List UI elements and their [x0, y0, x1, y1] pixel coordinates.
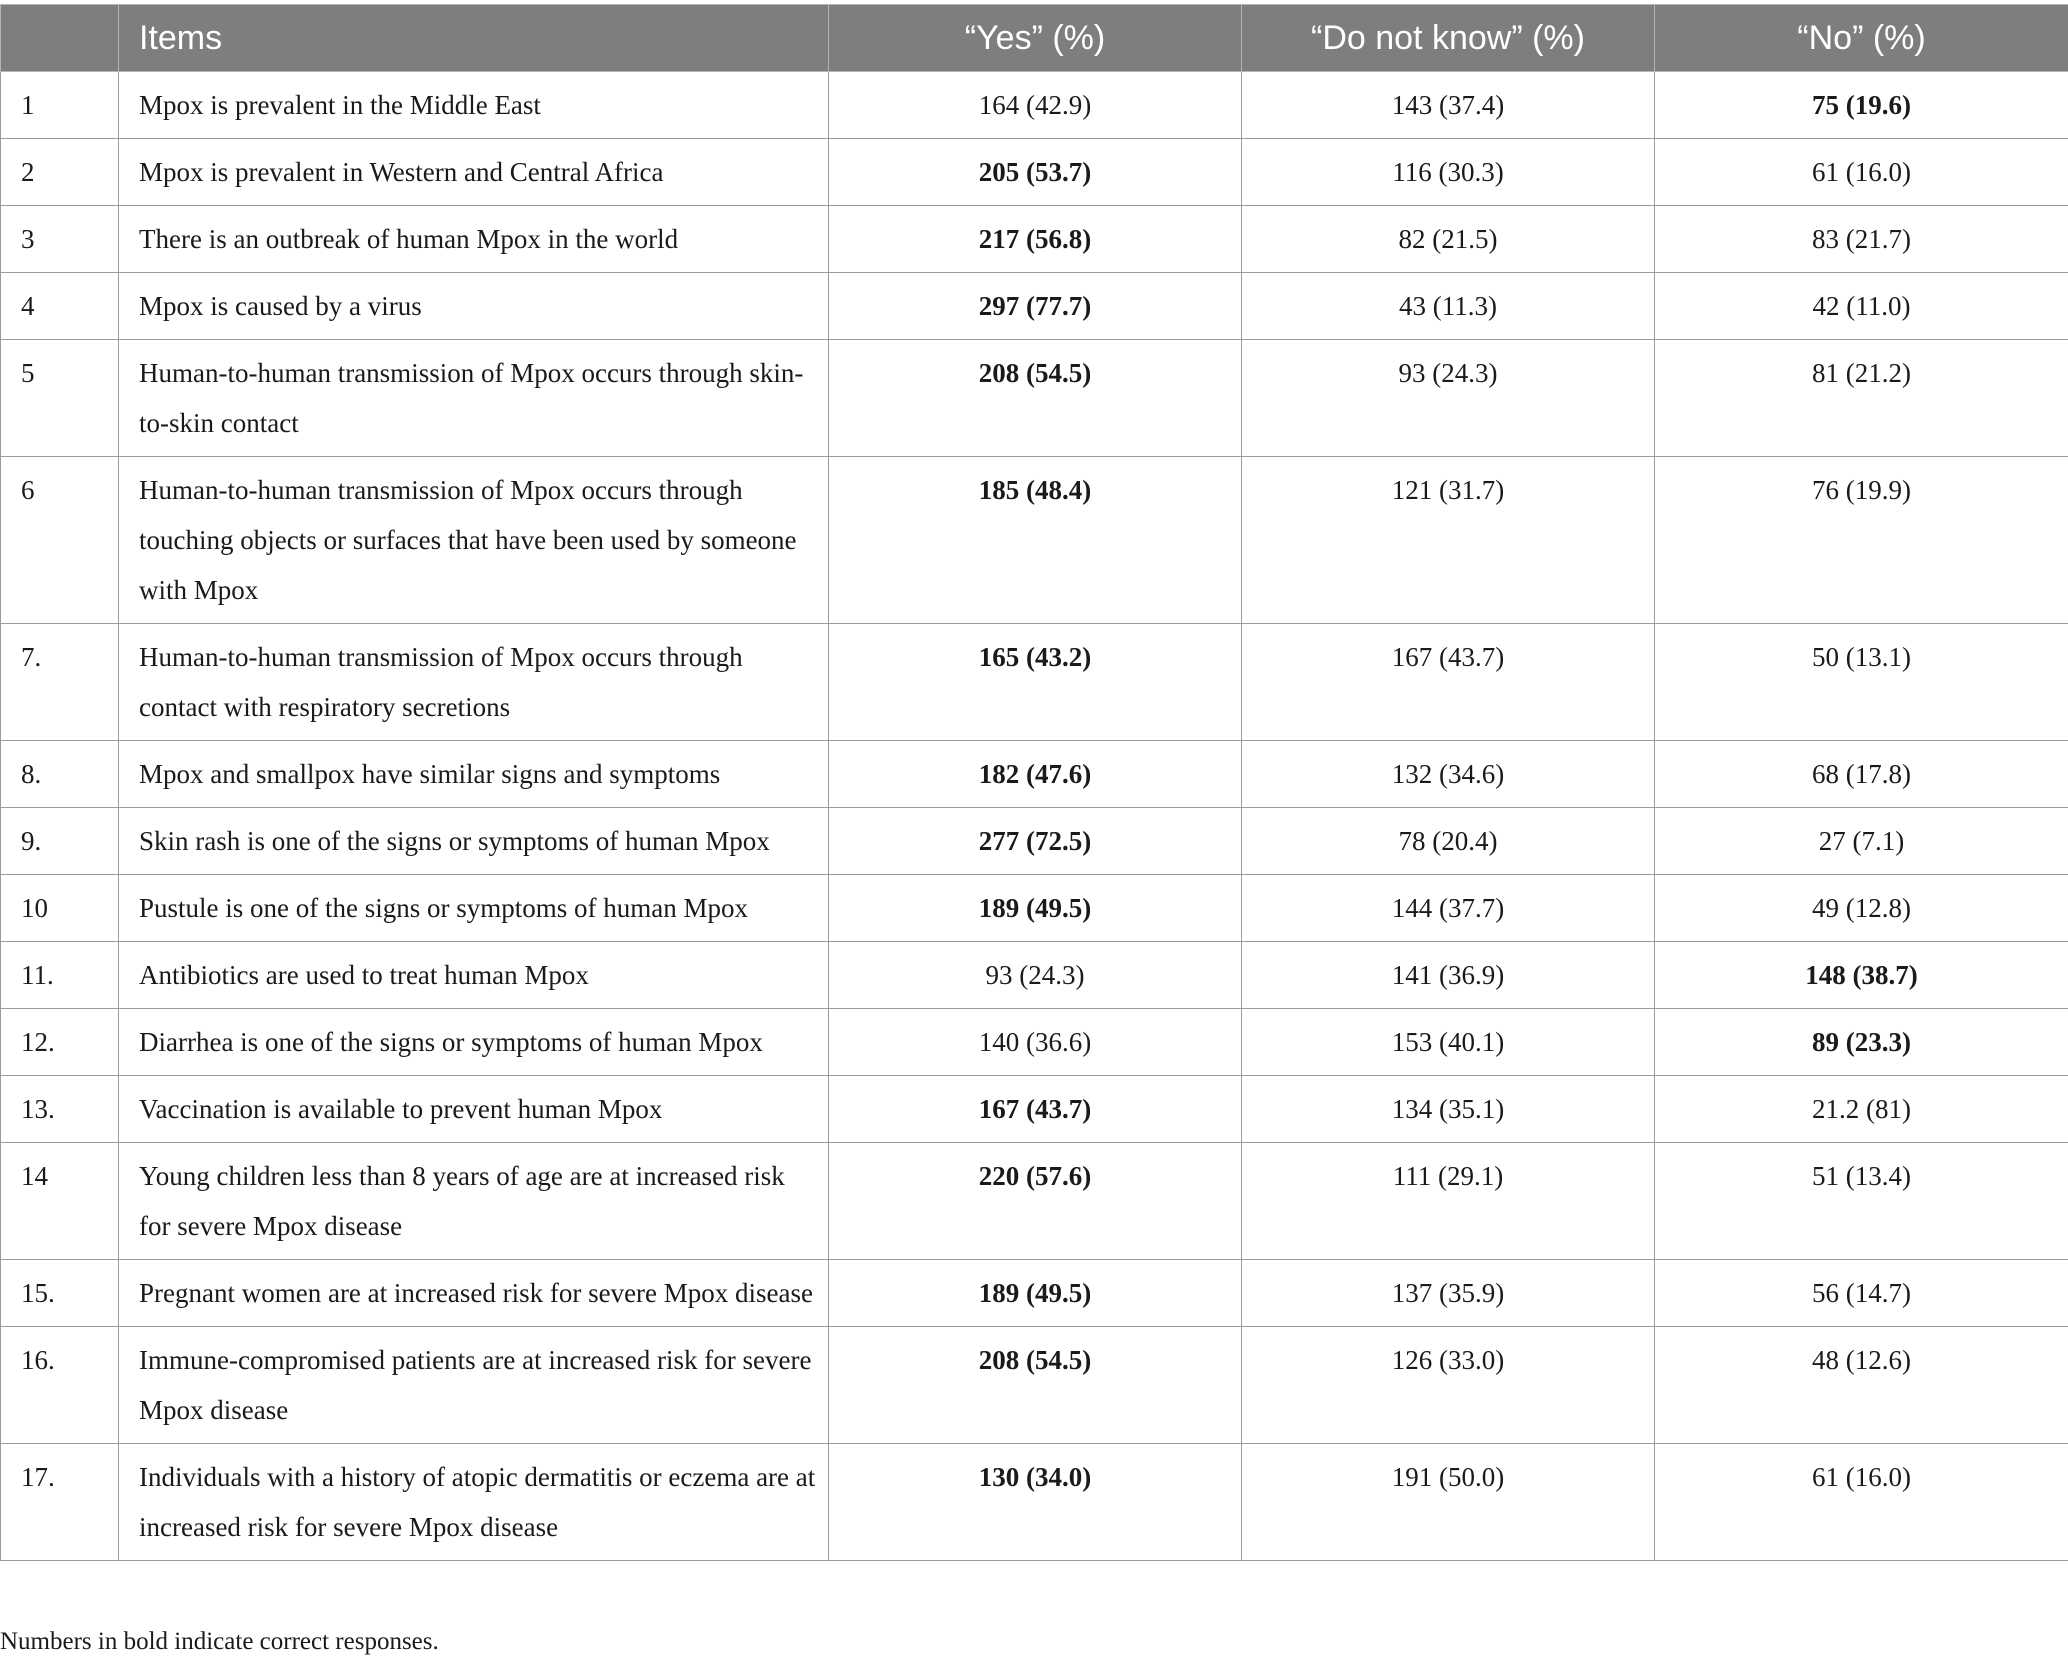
row-number: 12.: [1, 1009, 119, 1076]
row-number: 10: [1, 875, 119, 942]
row-yes-value: 140 (36.6): [829, 1009, 1242, 1076]
row-yes-value: 277 (72.5): [829, 808, 1242, 875]
row-do-not-know-value: 43 (11.3): [1242, 273, 1655, 340]
row-do-not-know-value: 121 (31.7): [1242, 457, 1655, 624]
row-do-not-know-value: 132 (34.6): [1242, 741, 1655, 808]
knowledge-table-container: [0, 4, 2068, 1561]
row-number: 4: [1, 273, 119, 340]
row-yes-value: 208 (54.5): [829, 1327, 1242, 1444]
table-row: [1, 1327, 2068, 1444]
row-number: 6: [1, 457, 119, 624]
header-row: [1, 5, 2068, 72]
row-no-value: 61 (16.0): [1655, 139, 2068, 206]
row-do-not-know-value: 111 (29.1): [1242, 1143, 1655, 1260]
row-number: 7.: [1, 624, 119, 741]
row-number: 14: [1, 1143, 119, 1260]
row-no-value: 42 (11.0): [1655, 273, 2068, 340]
table-row: [1, 808, 2068, 875]
table-footnote: Numbers in bold indicate correct responses.: [0, 1628, 439, 1655]
row-no-value: 83 (21.7): [1655, 206, 2068, 273]
row-yes-value: 208 (54.5): [829, 340, 1242, 457]
row-do-not-know-value: 143 (37.4): [1242, 72, 1655, 139]
header-items: Items: [119, 5, 829, 72]
table-row: [1, 457, 2068, 624]
row-number: 13.: [1, 1076, 119, 1143]
row-do-not-know-value: 78 (20.4): [1242, 808, 1655, 875]
row-no-value: 51 (13.4): [1655, 1143, 2068, 1260]
table-row: [1, 340, 2068, 457]
row-yes-value: 220 (57.6): [829, 1143, 1242, 1260]
header-do-not-know: “Do not know” (%): [1242, 5, 1655, 72]
table-row: [1, 1009, 2068, 1076]
row-no-value: 89 (23.3): [1655, 1009, 2068, 1076]
row-item: Human-to-human transmission of Mpox occurs through contact with respiratory secretions: [119, 624, 829, 741]
row-no-value: 68 (17.8): [1655, 741, 2068, 808]
row-yes-value: 205 (53.7): [829, 139, 1242, 206]
table-header: [1, 5, 2068, 72]
row-yes-value: 164 (42.9): [829, 72, 1242, 139]
row-number: 1: [1, 72, 119, 139]
row-yes-value: 189 (49.5): [829, 875, 1242, 942]
row-no-value: 61 (16.0): [1655, 1444, 2068, 1561]
table-row: [1, 273, 2068, 340]
row-yes-value: 93 (24.3): [829, 942, 1242, 1009]
table-row: [1, 741, 2068, 808]
row-item: Pustule is one of the signs or symptoms of human Mpox: [119, 875, 829, 942]
row-item: There is an outbreak of human Mpox in the world: [119, 206, 829, 273]
row-item: Mpox is prevalent in Western and Central Africa: [119, 139, 829, 206]
row-number: 15.: [1, 1260, 119, 1327]
row-number: 2: [1, 139, 119, 206]
row-no-value: 48 (12.6): [1655, 1327, 2068, 1444]
row-number: 9.: [1, 808, 119, 875]
table-row: [1, 942, 2068, 1009]
row-number: 17.: [1, 1444, 119, 1561]
row-item: Vaccination is available to prevent human Mpox: [119, 1076, 829, 1143]
row-yes-value: 130 (34.0): [829, 1444, 1242, 1561]
row-item: Antibiotics are used to treat human Mpox: [119, 942, 829, 1009]
table-body: [1, 72, 2068, 1561]
row-number: 5: [1, 340, 119, 457]
row-item: Mpox is caused by a virus: [119, 273, 829, 340]
table-row: [1, 206, 2068, 273]
header-no: “No” (%): [1655, 5, 2068, 72]
row-do-not-know-value: 167 (43.7): [1242, 624, 1655, 741]
row-do-not-know-value: 93 (24.3): [1242, 340, 1655, 457]
header-yes: “Yes” (%): [829, 5, 1242, 72]
row-do-not-know-value: 137 (35.9): [1242, 1260, 1655, 1327]
row-item: Immune-compromised patients are at increased risk for severe Mpox disease: [119, 1327, 829, 1444]
row-number: 8.: [1, 741, 119, 808]
table-row: [1, 1260, 2068, 1327]
row-number: 11.: [1, 942, 119, 1009]
row-yes-value: 189 (49.5): [829, 1260, 1242, 1327]
row-item: Young children less than 8 years of age are at increased risk for severe Mpox disease: [119, 1143, 829, 1260]
row-no-value: 56 (14.7): [1655, 1260, 2068, 1327]
row-do-not-know-value: 191 (50.0): [1242, 1444, 1655, 1561]
row-item: Pregnant women are at increased risk for severe Mpox disease: [119, 1260, 829, 1327]
table-row: [1, 1076, 2068, 1143]
row-no-value: 50 (13.1): [1655, 624, 2068, 741]
row-do-not-know-value: 153 (40.1): [1242, 1009, 1655, 1076]
row-item: Individuals with a history of atopic dermatitis or eczema are at increased risk for severe Mpox disease: [119, 1444, 829, 1561]
table-row: [1, 1444, 2068, 1561]
table-row: [1, 1143, 2068, 1260]
row-item: Diarrhea is one of the signs or symptoms of human Mpox: [119, 1009, 829, 1076]
row-do-not-know-value: 116 (30.3): [1242, 139, 1655, 206]
row-item: Skin rash is one of the signs or symptoms of human Mpox: [119, 808, 829, 875]
row-yes-value: 217 (56.8): [829, 206, 1242, 273]
row-yes-value: 167 (43.7): [829, 1076, 1242, 1143]
row-number: 3: [1, 206, 119, 273]
row-no-value: 148 (38.7): [1655, 942, 2068, 1009]
row-do-not-know-value: 134 (35.1): [1242, 1076, 1655, 1143]
row-no-value: 75 (19.6): [1655, 72, 2068, 139]
row-do-not-know-value: 126 (33.0): [1242, 1327, 1655, 1444]
row-yes-value: 165 (43.2): [829, 624, 1242, 741]
row-number: 16.: [1, 1327, 119, 1444]
table-row: [1, 72, 2068, 139]
table-row: [1, 875, 2068, 942]
row-do-not-know-value: 82 (21.5): [1242, 206, 1655, 273]
header-number: [1, 5, 119, 72]
row-yes-value: 297 (77.7): [829, 273, 1242, 340]
row-no-value: 21.2 (81): [1655, 1076, 2068, 1143]
row-do-not-know-value: 141 (36.9): [1242, 942, 1655, 1009]
row-no-value: 49 (12.8): [1655, 875, 2068, 942]
row-item: Human-to-human transmission of Mpox occurs through touching objects or surfaces that have been used by someone with Mpox: [119, 457, 829, 624]
row-yes-value: 185 (48.4): [829, 457, 1242, 624]
row-item: Mpox is prevalent in the Middle East: [119, 72, 829, 139]
table-row: [1, 139, 2068, 206]
row-item: Mpox and smallpox have similar signs and symptoms: [119, 741, 829, 808]
row-yes-value: 182 (47.6): [829, 741, 1242, 808]
row-no-value: 81 (21.2): [1655, 340, 2068, 457]
table-row: [1, 624, 2068, 741]
row-no-value: 27 (7.1): [1655, 808, 2068, 875]
row-do-not-know-value: 144 (37.7): [1242, 875, 1655, 942]
row-item: Human-to-human transmission of Mpox occurs through skin-to-skin contact: [119, 340, 829, 457]
knowledge-table: [0, 4, 2068, 1561]
row-no-value: 76 (19.9): [1655, 457, 2068, 624]
